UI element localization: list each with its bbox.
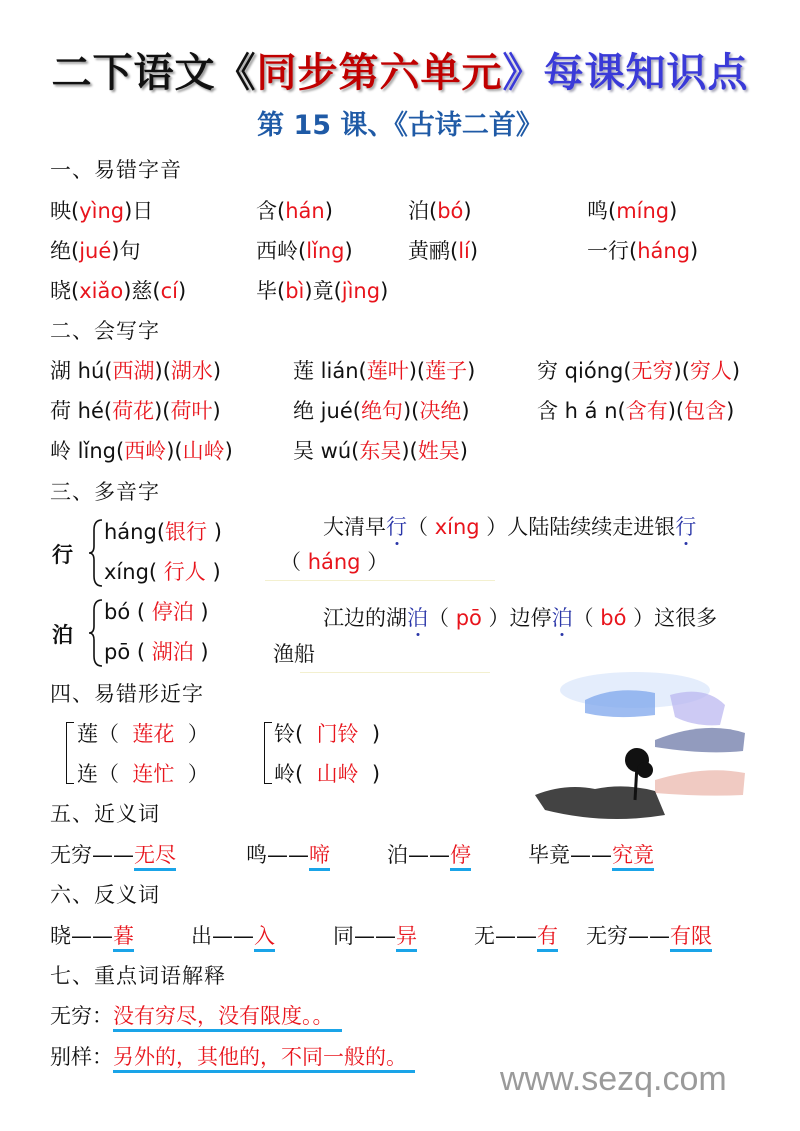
similar-char: 岭( 山岭 )	[274, 762, 381, 786]
faint-line	[300, 672, 490, 673]
polyphone-char: 泊	[52, 623, 73, 647]
faint-line	[265, 580, 495, 581]
antonym-item: 同——异	[333, 922, 417, 950]
synonym-item: 毕竟——究竟	[528, 841, 654, 869]
writing-item: 穷 qióng(无穷)(穷人)	[537, 359, 741, 383]
polyphone-char: 行	[52, 543, 73, 567]
section-heading-3: 三、多音字	[50, 480, 160, 504]
definition-item: 别样：另外的，其他的，不同一般的。	[50, 1043, 415, 1071]
section-heading-4: 四、易错形近字	[50, 682, 204, 706]
section-heading-7: 七、重点词语解释	[50, 964, 226, 988]
polyphone-reading: háng(银行 )	[104, 520, 222, 544]
page-title	[0, 48, 800, 98]
square-bracket-icon	[66, 722, 74, 784]
similar-char: 铃( 门铃 )	[274, 722, 381, 746]
title-part-unit: 同步第六单元	[256, 49, 503, 96]
pinyin-item: 鸣(míng)	[587, 199, 678, 223]
pinyin-item: 泊(bó)	[408, 199, 472, 223]
pinyin-item: 黄鹂(lí)	[408, 239, 479, 263]
landscape-painting-image	[505, 655, 765, 825]
curly-brace-icon	[88, 598, 104, 668]
pinyin-item: 含(hán)	[256, 199, 333, 223]
example-sentence: 大清早行（ xíng ）人陆陆续续走进银行	[323, 515, 697, 539]
synonym-item: 鸣——啼	[246, 841, 330, 869]
section-heading-2: 二、会写字	[50, 319, 160, 343]
example-sentence-cont: 渔船	[273, 642, 315, 666]
example-sentence-cont: （ háng ）	[280, 550, 389, 574]
section-heading-1: 一、易错字音	[50, 158, 182, 182]
section-heading-5: 五、近义词	[50, 802, 160, 826]
pinyin-item: 西岭(lǐng)	[256, 239, 353, 263]
pinyin-item: 毕(bì)竟(jìng)	[256, 279, 389, 303]
antonym-item: 无——有	[474, 922, 558, 950]
pinyin-item: 晓(xiǎo)慈(cí)	[50, 279, 187, 303]
curly-brace-icon	[88, 518, 104, 588]
lesson-subtitle: 第 15 课、《古诗二首》	[257, 110, 543, 141]
polyphone-reading: bó ( 停泊 )	[104, 600, 209, 624]
title-part-points: 》每课知识点	[502, 49, 749, 96]
writing-item: 含 h á n(含有)(包含)	[537, 399, 735, 423]
pinyin-item: 一行(háng)	[587, 239, 699, 263]
writing-item: 绝 jué(绝句)(决绝)	[293, 399, 470, 423]
polyphone-reading: pō ( 湖泊 )	[104, 640, 209, 664]
example-sentence: 江边的湖泊（ pō ）边停泊（ bó ）这很多	[323, 606, 718, 630]
watermark-url: www.sezq.com	[500, 1060, 727, 1098]
synonym-item: 无穷——无尽	[50, 841, 176, 869]
pinyin-item: 绝(jué)句	[50, 239, 141, 263]
polyphone-reading: xíng( 行人 )	[104, 560, 221, 584]
definition-item: 无穷：没有穷尽，没有限度。。	[50, 1002, 342, 1030]
title-part-grade: 二下语文《	[51, 49, 257, 96]
similar-char: 莲（ 莲花 ）	[77, 722, 209, 746]
synonym-item: 泊——停	[387, 841, 471, 869]
writing-item: 莲 lián(莲叶)(莲子)	[293, 359, 476, 383]
section-heading-6: 六、反义词	[50, 883, 160, 907]
antonym-item: 晓——暮	[50, 922, 134, 950]
antonym-item: 无穷——有限	[586, 922, 712, 950]
writing-item: 吴 wú(东吴)(姓吴)	[293, 439, 468, 463]
writing-item: 岭 lǐng(西岭)(山岭)	[50, 439, 233, 463]
writing-item: 荷 hé(荷花)(荷叶)	[50, 399, 221, 423]
antonym-item: 出——入	[191, 922, 275, 950]
square-bracket-icon	[264, 722, 272, 784]
pinyin-item: 映(yìng)日	[50, 199, 154, 223]
similar-char: 连（ 连忙 ）	[77, 762, 209, 786]
writing-item: 湖 hú(西湖)(湖水)	[50, 359, 222, 383]
